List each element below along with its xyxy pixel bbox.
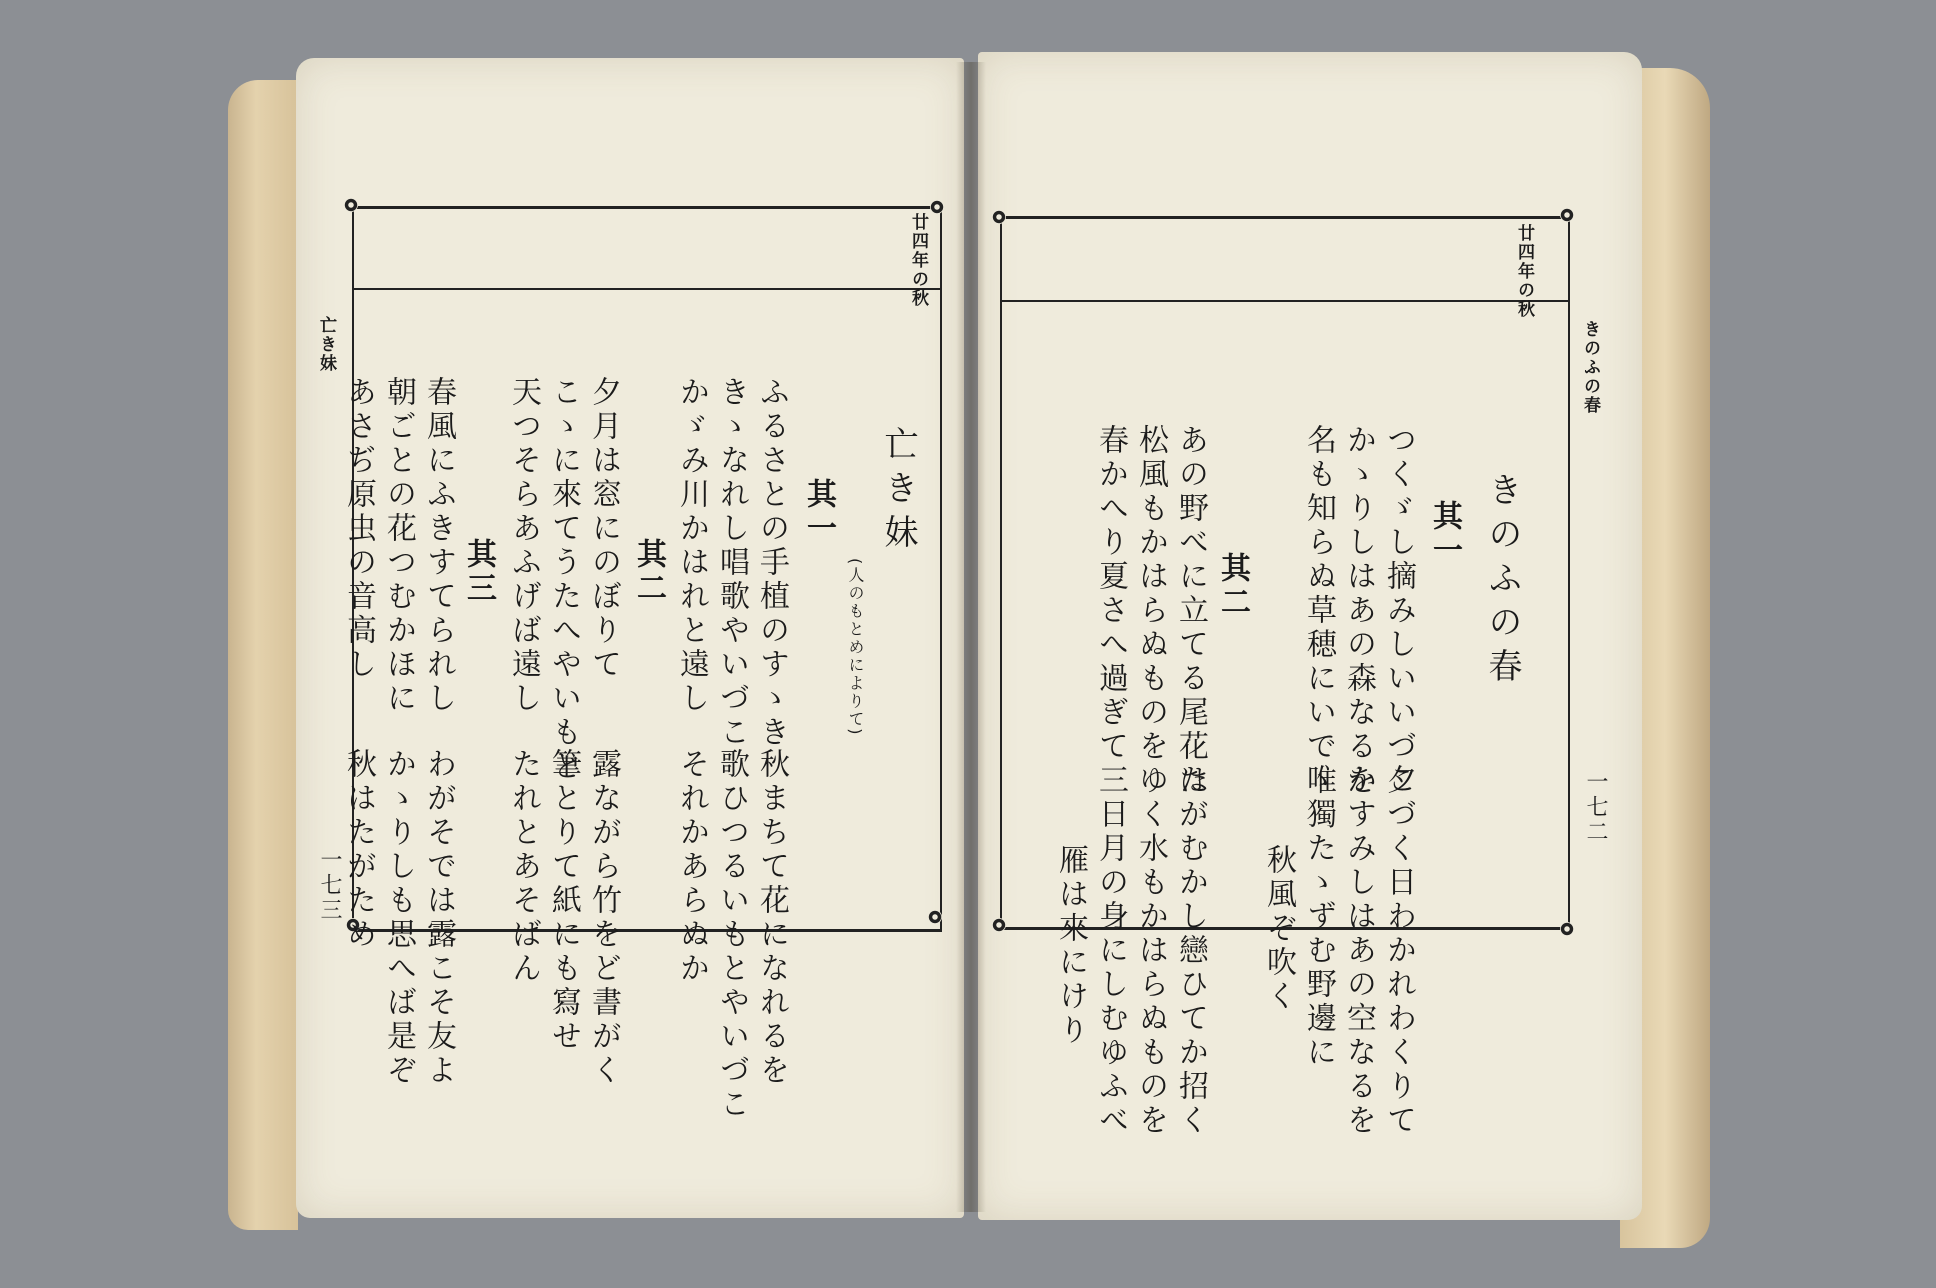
side-title: 亡き妹 — [316, 316, 336, 373]
verse-line: あさぢ原虫の音高し — [341, 376, 376, 682]
verse-line: 歌ひつるいもとやいづこ — [714, 748, 749, 1122]
verse-line: 雁は來にけり — [1053, 844, 1088, 1048]
verse-line: 秋まちて花になれるを — [754, 748, 789, 1088]
verse-line: それかあらぬか — [674, 748, 709, 986]
left-header-rule — [352, 288, 940, 290]
verse-line: ゆく水もかはらぬものを — [1133, 764, 1168, 1138]
stanza-label: 其一 — [801, 478, 836, 546]
verse-line: 筆とりて紙にも寫せ — [546, 748, 581, 1054]
ornament-icon — [1560, 922, 1574, 936]
verse-line: 露ながら竹をど書がく — [586, 748, 621, 1088]
poem-title: 亡き妹 — [878, 426, 918, 558]
verse-line: たれとあそばん — [506, 748, 541, 986]
side-title: きのふの春 — [1580, 320, 1600, 415]
running-head: 廿四年の秋 — [908, 213, 928, 308]
verse-line: 朝ごとの花つむかほに — [381, 376, 416, 716]
ornament-icon — [344, 198, 358, 212]
verse-line: 唯獨たゝずむ野邊に — [1301, 764, 1336, 1070]
verse-line: かすみしはあの空なるを — [1341, 764, 1376, 1138]
left-fore-edge — [228, 80, 298, 1230]
verse-line: こゝに來てうたへやいもと — [546, 376, 581, 784]
ornament-icon — [1560, 208, 1574, 222]
verse-line: 天つそらあふげば遠し — [506, 376, 541, 716]
running-head: 廿四年の秋 — [1514, 224, 1534, 319]
ornament-icon — [992, 918, 1006, 932]
ornament-icon — [930, 200, 944, 214]
page-number: 一七二 — [1583, 770, 1608, 845]
verse-line: かゝりしも思へば是ぞ — [381, 748, 416, 1088]
verse-line: つくゞし摘みしいいづこ — [1381, 424, 1416, 798]
ornament-icon — [992, 210, 1006, 224]
right-page — [978, 52, 1642, 1220]
verse-line: 秋はたがため — [341, 748, 376, 952]
stanza-label: 其二 — [1215, 552, 1250, 620]
stanza-label: 其三 — [461, 538, 496, 606]
poem-subtitle: (人のもとめによりて) — [846, 558, 865, 737]
ornament-icon — [928, 910, 942, 924]
poem-title: きのふの春 — [1482, 472, 1522, 692]
verse-line: かゞみ川かはれと遠し — [674, 376, 709, 716]
verse-line: かゝりしはあの森なるを — [1341, 424, 1376, 798]
verse-line: 三日月の身にしむゆふべ — [1093, 764, 1128, 1138]
verse-line: たがむかし戀ひてか招く — [1173, 764, 1208, 1138]
right-header-rule — [1000, 300, 1568, 302]
verse-line: あの野べに立てる尾花は — [1173, 424, 1208, 798]
verse-line: ふるさとの手植のすゝき — [754, 376, 789, 750]
book-gutter — [956, 62, 986, 1212]
left-page — [296, 58, 964, 1218]
page-number: 一七三 — [317, 848, 342, 923]
verse-line: きゝなれし唱歌やいづこ — [714, 376, 749, 750]
verse-line: 夕月は窓にのぼりて — [586, 376, 621, 682]
verse-line: 秋風ぞ吹く — [1261, 844, 1296, 1014]
verse-line: 春風にふきすてられし — [421, 376, 456, 716]
verse-line: 名も知らぬ草穂にいでゝ — [1301, 424, 1336, 798]
verse-line: 松風もかはらぬものを — [1133, 424, 1168, 764]
stanza-label: 其一 — [1427, 500, 1462, 568]
stanza-label: 其二 — [631, 538, 666, 606]
verse-line: 春かへり夏さへ過ぎて — [1093, 424, 1128, 764]
verse-line: 夕づく日わかれわくりて — [1381, 764, 1416, 1138]
verse-line: わがそでは露こそ友よ — [421, 748, 456, 1088]
open-book — [218, 48, 1730, 1238]
